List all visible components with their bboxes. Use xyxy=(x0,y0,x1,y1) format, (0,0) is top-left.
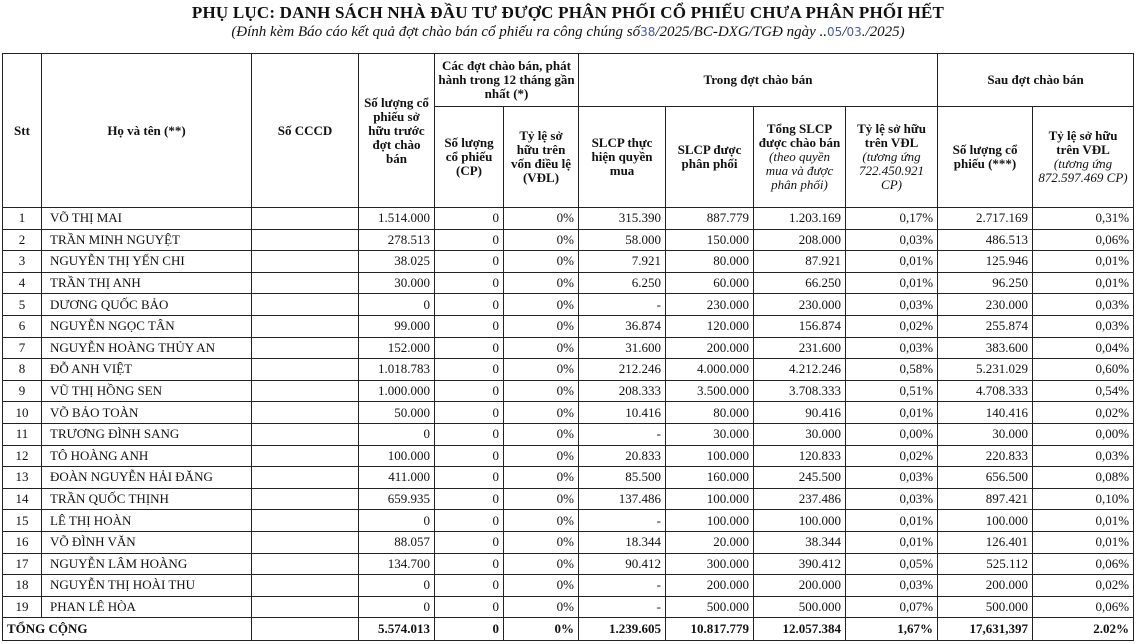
cell-stt: 7 xyxy=(3,337,42,359)
total-prev-pct: 0% xyxy=(504,618,579,641)
cell-after-qty: 486.513 xyxy=(938,229,1033,251)
cell-cccd xyxy=(252,315,359,337)
cell-stt: 10 xyxy=(3,402,42,424)
header-total-slcp-label: Tổng SLCP được chào bán xyxy=(758,121,841,150)
cell-after-qty: 220.833 xyxy=(938,445,1033,467)
cell-after-qty: 383.600 xyxy=(938,337,1033,359)
cell-pct: 0,58% xyxy=(846,359,938,381)
total-before: 5.574.013 xyxy=(359,618,435,641)
cell-cccd xyxy=(252,531,359,553)
cell-pct: 0,03% xyxy=(846,488,938,510)
cell-after-pct: 0,01% xyxy=(1033,272,1134,294)
cell-name: ĐỖ ANH VIỆT xyxy=(42,359,252,381)
cell-prev-qty: 0 xyxy=(435,294,504,316)
cell-stt: 8 xyxy=(3,359,42,381)
cell-after-pct: 0,03% xyxy=(1033,294,1134,316)
cell-name: NGUYỄN NGỌC TÂN xyxy=(42,315,252,337)
header-own-pct xyxy=(846,107,938,208)
cell-prev-pct: 0% xyxy=(504,359,579,381)
cell-name: ĐOÀN NGUYỄN HẢI ĐĂNG xyxy=(42,467,252,489)
cell-after-pct: 0,04% xyxy=(1033,337,1134,359)
cell-before: 659.935 xyxy=(359,488,435,510)
header-after-pct xyxy=(1033,107,1134,208)
cell-pct: 0,02% xyxy=(846,315,938,337)
cell-alloc: 30.000 xyxy=(666,423,754,445)
cell-after-pct: 0,60% xyxy=(1033,359,1134,381)
cell-total: 390.412 xyxy=(754,553,846,575)
cell-rights: - xyxy=(579,596,666,618)
cell-stt: 2 xyxy=(3,229,42,251)
cell-pct: 0,01% xyxy=(846,510,938,532)
cell-rights: - xyxy=(579,294,666,316)
table-row xyxy=(3,596,1134,618)
cell-after-pct: 0,03% xyxy=(1033,315,1134,337)
cell-after-pct: 0,54% xyxy=(1033,380,1134,402)
total-after-pct: 2.02% xyxy=(1033,618,1134,641)
handwritten-month: 03 xyxy=(846,25,862,39)
cell-total: 100.000 xyxy=(754,510,846,532)
cell-before: 38.025 xyxy=(359,251,435,273)
cell-total: 3.708.333 xyxy=(754,380,846,402)
cell-prev-pct: 0% xyxy=(504,315,579,337)
cell-alloc: 200.000 xyxy=(666,337,754,359)
cell-after-qty: 5.231.029 xyxy=(938,359,1033,381)
header-prev-qty: Số lượng cổ phiếu (CP) xyxy=(435,107,504,208)
header-slcp-rights: SLCP thực hiện quyền mua xyxy=(579,107,666,208)
cell-alloc: 20.000 xyxy=(666,531,754,553)
cell-after-pct: 0,01% xyxy=(1033,531,1134,553)
subtitle-prefix: (Đính kèm Báo cáo kết quả đợt chào bán cổ phiếu ra công chúng số xyxy=(231,24,641,40)
table-row xyxy=(3,315,1134,337)
cell-prev-qty: 0 xyxy=(435,423,504,445)
cell-prev-qty: 0 xyxy=(435,315,504,337)
cell-after-qty: 500.000 xyxy=(938,596,1033,618)
cell-prev-pct: 0% xyxy=(504,272,579,294)
cell-cccd xyxy=(252,251,359,273)
table-row xyxy=(3,488,1134,510)
total-pct: 1,67% xyxy=(846,618,938,641)
cell-total: 120.833 xyxy=(754,445,846,467)
cell-alloc: 150.000 xyxy=(666,229,754,251)
cell-prev-pct: 0% xyxy=(504,445,579,467)
cell-alloc: 500.000 xyxy=(666,596,754,618)
cell-pct: 0,01% xyxy=(846,251,938,273)
cell-name: PHAN LÊ HÒA xyxy=(42,596,252,618)
cell-prev-pct: 0% xyxy=(504,402,579,424)
cell-name: LÊ THỊ HOÀN xyxy=(42,510,252,532)
cell-after-qty: 200.000 xyxy=(938,575,1033,597)
cell-before: 0 xyxy=(359,294,435,316)
cell-after-pct: 0,01% xyxy=(1033,251,1134,273)
header-after-qty: Số lượng cổ phiếu (***) xyxy=(938,107,1033,208)
cell-before: 1.018.783 xyxy=(359,359,435,381)
cell-prev-pct: 0% xyxy=(504,337,579,359)
cell-prev-qty: 0 xyxy=(435,359,504,381)
cell-before: 1.000.000 xyxy=(359,380,435,402)
cell-prev-qty: 0 xyxy=(435,402,504,424)
cell-prev-qty: 0 xyxy=(435,510,504,532)
table-row xyxy=(3,510,1134,532)
header-after-pct-note: (tương ứng 872.597.469 CP) xyxy=(1038,156,1128,185)
cell-after-qty: 897.421 xyxy=(938,488,1033,510)
cell-rights: 58.000 xyxy=(579,229,666,251)
cell-after-qty: 525.112 xyxy=(938,553,1033,575)
cell-alloc: 230.000 xyxy=(666,294,754,316)
cell-after-pct: 0,08% xyxy=(1033,467,1134,489)
header-during-group: Trong đợt chào bán xyxy=(579,54,938,107)
table-row xyxy=(3,553,1134,575)
cell-name: NGUYỄN THỊ YẾN CHI xyxy=(42,251,252,273)
cell-stt: 11 xyxy=(3,423,42,445)
cell-stt: 6 xyxy=(3,315,42,337)
cell-prev-qty: 0 xyxy=(435,229,504,251)
document-subtitle xyxy=(0,24,1136,41)
cell-pct: 0,00% xyxy=(846,423,938,445)
cell-name: TRẦN THỊ ANH xyxy=(42,272,252,294)
cell-prev-qty: 0 xyxy=(435,251,504,273)
handwritten-day: 05 xyxy=(827,25,843,39)
cell-rights: 7.921 xyxy=(579,251,666,273)
cell-rights: 137.486 xyxy=(579,488,666,510)
cell-before: 152.000 xyxy=(359,337,435,359)
cell-pct: 0,01% xyxy=(846,402,938,424)
cell-name: NGUYỄN THỊ HOÀI THU xyxy=(42,575,252,597)
cell-prev-qty: 0 xyxy=(435,488,504,510)
table-row xyxy=(3,531,1134,553)
cell-pct: 0,17% xyxy=(846,208,938,230)
cell-total: 90.416 xyxy=(754,402,846,424)
cell-total: 66.250 xyxy=(754,272,846,294)
cell-name: DƯƠNG QUỐC BẢO xyxy=(42,294,252,316)
table-row xyxy=(3,575,1134,597)
cell-prev-qty: 0 xyxy=(435,380,504,402)
cell-before: 99.000 xyxy=(359,315,435,337)
cell-rights: 85.500 xyxy=(579,467,666,489)
cell-stt: 13 xyxy=(3,467,42,489)
handwritten-report-number: 38 xyxy=(640,25,656,39)
header-slcp-alloc: SLCP được phân phối xyxy=(666,107,754,208)
cell-pct: 0,02% xyxy=(846,445,938,467)
cell-alloc: 120.000 xyxy=(666,315,754,337)
cell-total: 500.000 xyxy=(754,596,846,618)
cell-after-pct: 0,03% xyxy=(1033,445,1134,467)
cell-cccd xyxy=(252,272,359,294)
cell-after-qty: 126.401 xyxy=(938,531,1033,553)
cell-prev-pct: 0% xyxy=(504,229,579,251)
cell-after-qty: 140.416 xyxy=(938,402,1033,424)
cell-stt: 17 xyxy=(3,553,42,575)
cell-pct: 0,01% xyxy=(846,272,938,294)
cell-alloc: 80.000 xyxy=(666,402,754,424)
table-row xyxy=(3,380,1134,402)
cell-before: 0 xyxy=(359,575,435,597)
cell-name: VÕ THỊ MAI xyxy=(42,208,252,230)
cell-rights: 212.246 xyxy=(579,359,666,381)
cell-after-qty: 2.717.169 xyxy=(938,208,1033,230)
total-alloc: 10.817.779 xyxy=(666,618,754,641)
cell-total: 4.212.246 xyxy=(754,359,846,381)
total-label: TỔNG CỘNG xyxy=(3,618,252,641)
table-body xyxy=(3,208,1134,641)
cell-prev-pct: 0% xyxy=(504,596,579,618)
table-row xyxy=(3,423,1134,445)
cell-name: VŨ THỊ HỒNG SEN xyxy=(42,380,252,402)
cell-rights: 18.344 xyxy=(579,531,666,553)
cell-after-qty: 100.000 xyxy=(938,510,1033,532)
header-own-pct-note: (tương ứng 722.450.921 CP) xyxy=(859,149,925,192)
cell-before: 1.514.000 xyxy=(359,208,435,230)
cell-cccd xyxy=(252,553,359,575)
cell-before: 30.000 xyxy=(359,272,435,294)
cell-before: 88.057 xyxy=(359,531,435,553)
cell-after-qty: 125.946 xyxy=(938,251,1033,273)
header-total-slcp xyxy=(754,107,846,208)
cell-before: 0 xyxy=(359,423,435,445)
subtitle-suffix: ./2025) xyxy=(861,24,905,40)
cell-after-qty: 30.000 xyxy=(938,423,1033,445)
header-after-group: Sau đợt chào bán xyxy=(938,54,1134,107)
cell-prev-pct: 0% xyxy=(504,575,579,597)
table-row xyxy=(3,359,1134,381)
cell-pct: 0,51% xyxy=(846,380,938,402)
cell-rights: 90.412 xyxy=(579,553,666,575)
cell-stt: 14 xyxy=(3,488,42,510)
cell-cccd xyxy=(252,337,359,359)
subtitle-sep: / xyxy=(842,24,847,40)
table-row xyxy=(3,467,1134,489)
cell-name: VÕ ĐÌNH VĂN xyxy=(42,531,252,553)
cell-after-pct: 0,10% xyxy=(1033,488,1134,510)
cell-prev-pct: 0% xyxy=(504,488,579,510)
header-prev-group: Các đợt chào bán, phát hành trong 12 tháng gần nhất (*) xyxy=(435,54,579,107)
cell-after-pct: 0,06% xyxy=(1033,229,1134,251)
cell-stt: 9 xyxy=(3,380,42,402)
cell-before: 278.513 xyxy=(359,229,435,251)
cell-cccd xyxy=(252,467,359,489)
header-name: Họ và tên (**) xyxy=(42,54,252,208)
cell-after-qty: 4.708.333 xyxy=(938,380,1033,402)
cell-total: 231.600 xyxy=(754,337,846,359)
cell-cccd xyxy=(252,575,359,597)
table-row xyxy=(3,272,1134,294)
cell-pct: 0,07% xyxy=(846,596,938,618)
table-row xyxy=(3,208,1134,230)
cell-after-pct: 0,02% xyxy=(1033,402,1134,424)
table-row xyxy=(3,251,1134,273)
cell-name: VÕ BẢO TOÀN xyxy=(42,402,252,424)
header-stt: Stt xyxy=(3,54,42,208)
cell-stt: 18 xyxy=(3,575,42,597)
cell-before: 50.000 xyxy=(359,402,435,424)
total-row xyxy=(3,618,1134,641)
header-before: Số lượng cổ phiếu sở hữu trước đợt chào bán xyxy=(359,54,435,208)
cell-pct: 0,03% xyxy=(846,575,938,597)
cell-total: 87.921 xyxy=(754,251,846,273)
header-after-pct-label: Tỷ lệ sở hữu trên VĐL xyxy=(1048,128,1118,157)
cell-rights: 315.390 xyxy=(579,208,666,230)
header-prev-pct: Tỷ lệ sở hữu trên vốn điều lệ (VĐL) xyxy=(504,107,579,208)
cell-cccd xyxy=(252,423,359,445)
cell-rights: 20.833 xyxy=(579,445,666,467)
cell-alloc: 100.000 xyxy=(666,510,754,532)
cell-pct: 0,01% xyxy=(846,531,938,553)
cell-prev-qty: 0 xyxy=(435,596,504,618)
cell-alloc: 300.000 xyxy=(666,553,754,575)
total-total: 12.057.384 xyxy=(754,618,846,641)
cell-after-pct: 0,02% xyxy=(1033,575,1134,597)
cell-name: TRƯƠNG ĐÌNH SANG xyxy=(42,423,252,445)
cell-cccd xyxy=(252,510,359,532)
cell-cccd xyxy=(252,380,359,402)
cell-cccd xyxy=(252,359,359,381)
total-prev-qty: 0 xyxy=(435,618,504,641)
cell-after-pct: 0,06% xyxy=(1033,553,1134,575)
cell-rights: - xyxy=(579,510,666,532)
header-cccd: Số CCCD xyxy=(252,54,359,208)
investor-table xyxy=(2,53,1134,641)
cell-prev-pct: 0% xyxy=(504,510,579,532)
cell-alloc: 60.000 xyxy=(666,272,754,294)
cell-rights: - xyxy=(579,575,666,597)
header-total-slcp-note: (theo quyền mua và được phân phối) xyxy=(765,149,834,192)
cell-rights: 208.333 xyxy=(579,380,666,402)
cell-total: 230.000 xyxy=(754,294,846,316)
cell-cccd xyxy=(252,488,359,510)
cell-prev-pct: 0% xyxy=(504,294,579,316)
cell-alloc: 100.000 xyxy=(666,445,754,467)
cell-after-pct: 0,06% xyxy=(1033,596,1134,618)
cell-stt: 1 xyxy=(3,208,42,230)
cell-cccd xyxy=(252,596,359,618)
table-row xyxy=(3,445,1134,467)
cell-rights: 10.416 xyxy=(579,402,666,424)
cell-prev-pct: 0% xyxy=(504,251,579,273)
cell-prev-qty: 0 xyxy=(435,337,504,359)
cell-prev-qty: 0 xyxy=(435,445,504,467)
table-row xyxy=(3,402,1134,424)
cell-after-qty: 656.500 xyxy=(938,467,1033,489)
cell-alloc: 100.000 xyxy=(666,488,754,510)
cell-prev-qty: 0 xyxy=(435,467,504,489)
cell-stt: 4 xyxy=(3,272,42,294)
cell-prev-qty: 0 xyxy=(435,575,504,597)
cell-total: 245.500 xyxy=(754,467,846,489)
cell-pct: 0,05% xyxy=(846,553,938,575)
cell-name: NGUYỄN HOÀNG THỦY AN xyxy=(42,337,252,359)
cell-after-qty: 255.874 xyxy=(938,315,1033,337)
cell-cccd xyxy=(252,208,359,230)
cell-total: 237.486 xyxy=(754,488,846,510)
cell-after-pct: 0,00% xyxy=(1033,423,1134,445)
cell-rights: 31.600 xyxy=(579,337,666,359)
cell-prev-pct: 0% xyxy=(504,208,579,230)
cell-pct: 0,03% xyxy=(846,337,938,359)
document-title: PHỤ LỤC: DANH SÁCH NHÀ ĐẦU TƯ ĐƯỢC PHÂN PHỐI CỔ PHIẾU CHƯA PHÂN PHỐI HẾT xyxy=(191,3,945,22)
cell-alloc: 887.779 xyxy=(666,208,754,230)
total-rights: 1.239.605 xyxy=(579,618,666,641)
cell-rights: - xyxy=(579,423,666,445)
cell-stt: 12 xyxy=(3,445,42,467)
table-row xyxy=(3,337,1134,359)
cell-alloc: 160.000 xyxy=(666,467,754,489)
table-row xyxy=(3,294,1134,316)
cell-pct: 0,03% xyxy=(846,229,938,251)
cell-stt: 15 xyxy=(3,510,42,532)
cell-total: 30.000 xyxy=(754,423,846,445)
cell-total: 1.203.169 xyxy=(754,208,846,230)
cell-stt: 19 xyxy=(3,596,42,618)
cell-after-pct: 0,31% xyxy=(1033,208,1134,230)
cell-stt: 3 xyxy=(3,251,42,273)
cell-stt: 5 xyxy=(3,294,42,316)
cell-prev-qty: 0 xyxy=(435,208,504,230)
cell-before: 100.000 xyxy=(359,445,435,467)
cell-cccd xyxy=(252,445,359,467)
cell-before: 0 xyxy=(359,596,435,618)
cell-prev-pct: 0% xyxy=(504,467,579,489)
cell-before: 411.000 xyxy=(359,467,435,489)
cell-prev-pct: 0% xyxy=(504,423,579,445)
total-cccd xyxy=(252,618,359,641)
table-row xyxy=(3,229,1134,251)
cell-total: 208.000 xyxy=(754,229,846,251)
cell-name: TÔ HOÀNG ANH xyxy=(42,445,252,467)
cell-after-qty: 230.000 xyxy=(938,294,1033,316)
header-own-pct-label: Tỷ lệ sở hữu trên VĐL xyxy=(857,121,926,150)
cell-total: 200.000 xyxy=(754,575,846,597)
cell-prev-qty: 0 xyxy=(435,272,504,294)
cell-prev-qty: 0 xyxy=(435,531,504,553)
cell-pct: 0,03% xyxy=(846,294,938,316)
cell-prev-pct: 0% xyxy=(504,553,579,575)
cell-pct: 0,03% xyxy=(846,467,938,489)
cell-alloc: 3.500.000 xyxy=(666,380,754,402)
cell-rights: 6.250 xyxy=(579,272,666,294)
subtitle-mid: /2025/BC-DXG/TGĐ ngày .. xyxy=(655,24,828,40)
cell-alloc: 4.000.000 xyxy=(666,359,754,381)
cell-alloc: 200.000 xyxy=(666,575,754,597)
cell-total: 38.344 xyxy=(754,531,846,553)
cell-total: 156.874 xyxy=(754,315,846,337)
cell-before: 0 xyxy=(359,510,435,532)
cell-prev-qty: 0 xyxy=(435,553,504,575)
cell-cccd xyxy=(252,402,359,424)
cell-after-qty: 96.250 xyxy=(938,272,1033,294)
cell-name: TRẦN MINH NGUYỆT xyxy=(42,229,252,251)
cell-name: NGUYỄN LÂM HOÀNG xyxy=(42,553,252,575)
cell-name: TRẦN QUỐC THỊNH xyxy=(42,488,252,510)
cell-prev-pct: 0% xyxy=(504,531,579,553)
cell-cccd xyxy=(252,229,359,251)
cell-prev-pct: 0% xyxy=(504,380,579,402)
cell-cccd xyxy=(252,294,359,316)
cell-alloc: 80.000 xyxy=(666,251,754,273)
cell-before: 134.700 xyxy=(359,553,435,575)
cell-after-pct: 0,01% xyxy=(1033,510,1134,532)
cell-rights: 36.874 xyxy=(579,315,666,337)
total-after-qty: 17,631,397 xyxy=(938,618,1033,641)
cell-stt: 16 xyxy=(3,531,42,553)
